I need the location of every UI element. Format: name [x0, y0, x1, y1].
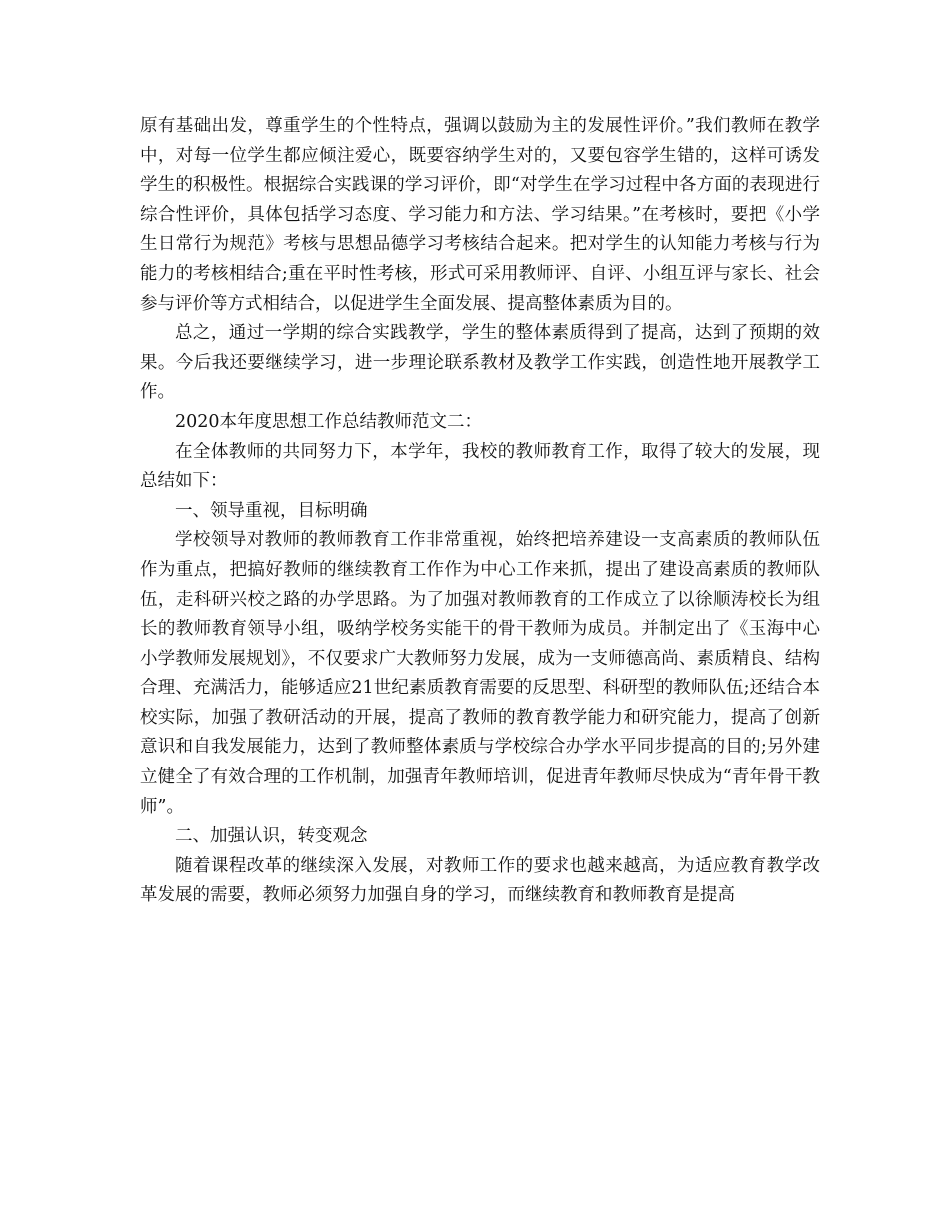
section-heading-sample-two: 2020本年度思想工作总结教师范文二： — [175, 411, 483, 432]
paragraph-2: 总之，通过一学期的综合实践教学，学生的整体素质得到了提高，达到了预期的效果。今后我还要继续学习，进一步理论联系教材及教学工作实践，创造性地开展教学工作。 — [140, 323, 820, 403]
paragraph-leadership: 学校领导对教师的教师教育工作非常重视，始终把培养建设一支高素质的教师队伍作为重点，把搞好教师的继续教育工作作为中心工作来抓，提出了建设高素质的教师队伍，走科研兴校之路的办学思路。为了加强对教师教育的工作成立了以徐顺涛校长为组长的教师教育领导小组，吸纳学校务实能干的骨干教师为成员。并制定出了《玉海中心小学教师发展规划》，不仅要求广大教师努力发展，成为一支师德高尚、素质精良、结构合理、充满活力，能够适应21世纪素质教育需要的反思型、科研型的教师队伍;还结合本校实际，加强了教研活动的开展，提高了教师的教育教学能力和研究能力，提高了创新意识和自我发展能力，达到了教师整体素质与学校综合办学水平同步提高的目的;另外建立健全了有效合理的工作机制，加强青年教师培训，促进青年教师尽快成为“青年骨干教师”。 — [140, 530, 820, 817]
heading-awareness: 二、加强认识，转变观念 — [175, 826, 368, 847]
paragraph-1: 原有基础出发，尊重学生的个性特点，强调以鼓励为主的发展性评价。”我们教师在教学中，对每一位学生都应倾注爱心，既要容纳学生对的，又要包容学生错的，这样可诱发学生的积极性。根据综合实践课的学习评价，即“对学生在学习过程中各方面的表现进行综合性评价，具体包括学习态度、学习能力和方法、学习结果。”在考核时，要把《小学生日常行为规范》考核与思想品德学习考核结合起来。把对学生的认知能力考核与行为能力的考核相结合;重在平时性考核，形式可采用教师评、自评、小组互评与家长、社会参与评价等方式相结合，以促进学生全面发展、提高整体素质为目的。 — [140, 116, 820, 314]
paragraph-awareness: 随着课程改革的继续深入发展，对教师工作的要求也越来越高，为适应教育教学改革发展的需要，教师必须努力加强自身的学习，而继续教育和教师教育是提高 — [140, 855, 820, 906]
paragraph-intro: 在全体教师的共同努力下，本学年，我校的教师教育工作，取得了较大的发展，现总结如下： — [140, 441, 820, 492]
document-body — [140, 112, 820, 911]
heading-leadership: 一、领导重视，目标明确 — [175, 500, 368, 521]
